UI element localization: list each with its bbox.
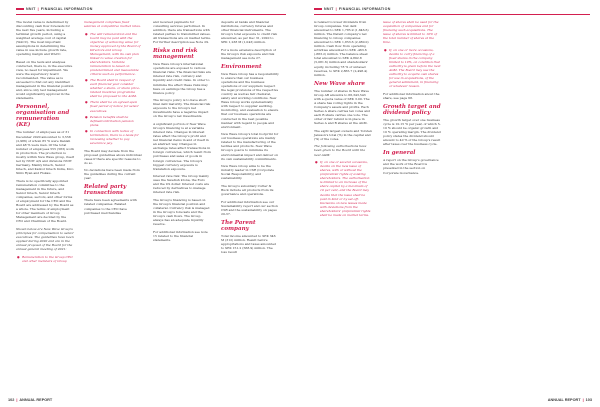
section-heading: Risks and risk management <box>153 48 198 61</box>
bullet-item: ● The will remuneration and the board may be paid with the objective of achieving value for money approved by the Board of Directors and Group Management, with its own plan linked to value creation for shareholders. Variable remuneration is based on predetermined and measurable criteria such as performance. <box>90 32 142 77</box>
body-paragraph: The eight largest owners and Torsten Jansson's total (%) in the capital and (%) of the votes. <box>314 128 372 141</box>
body-paragraph: Total income amounted to SEK 346 M (312) million. Result before appropriations and taxes amounted to SEK 151.2 (568.9) million. The loss result <box>221 233 276 255</box>
body-paragraph: The Group's policy is to have short final debt maturity. The financial risk exposure to the Group's net investments have a negative impact on the Group's net investments. <box>153 98 211 119</box>
body-paragraph: The number of shares in New Wave Group AB amounts to 66,343,543 with a quota value of SEK 3.00. The A share has voting rights in the Company's assets and profits. Each Series A share carries ten votes and each B share carries one vote. The order of fair refund is in place in Series A and B shares at the AGM. <box>314 88 370 126</box>
body-paragraph: Shown below are New Wave Group's principles for compensation to senior executives. The guidelines have been applied during 2020 and are in the annual proposal of the Board for the annual general meeting of 2021: <box>16 226 74 251</box>
body-paragraph: New Wave Group's international operations are exposed to various financial risks. The financial risks are interest rate risk, currency and liquidity and credit risks. In order to minimize the effect these risks may have on earnings the Group has a finance policy. <box>153 62 211 95</box>
bullet-list <box>84 32 142 145</box>
body-paragraph: The growth target over one business cycle is 10-15 % per year, of which 5-10 % should be organic growth and 10 % operating margin. The dividend policy states the dividend should amount to 40 % of the Group's result after taxes over the business cycle. <box>383 118 441 147</box>
bullet-item: ● If, on one or several occasions, decide on the new issue of shares, with or without the preferential rights of existing shareholders. The authorisation is limited to an increase of the share capital by a maximum of 10 per cent, and the Board may decide that the issue shall be paid in kind or by set-off. Decisions on new issues made with deviations from the shareholders' preferential rights shall be made on market terms. <box>320 160 372 217</box>
bullet-item: ● In connection with notice of termination, there is a basis for reviewing whether to pay severance pay. <box>90 129 142 145</box>
section-heading: New Wave share <box>314 80 365 87</box>
left-header: NNIT | FINANCIAL INFORMATION <box>16 7 93 15</box>
header-rule <box>16 14 286 15</box>
column-5 <box>314 20 372 220</box>
body-paragraph: New Wave Group has a responsibility to ensure that our business operations and the business operations of our suppliers respect the legal provisions of the respective country as well as fair chemical, safety and working conditions. New Wave Group works systematically with respect to supplier auditing, monitoring, and evaluation to ensure that our business operations are conducted in the best possible manner with regard to people and environment. <box>221 72 279 129</box>
right-header: NNIT | FINANCIAL INFORMATION <box>314 7 391 15</box>
section-heading: Related party transactions <box>84 184 127 197</box>
body-paragraph: management comprises fixed salaries at competitive market rates. <box>84 20 141 29</box>
body-paragraph: There have been agreements with related companies. Related companies to the CEO have purchased merchandise <box>84 198 137 215</box>
body-paragraph: A report on the Group's governance and the work of the Board is presented in the section on Corporate Governance. <box>383 158 439 175</box>
header-accent-bar <box>314 8 322 10</box>
header-section: NNIT <box>324 7 334 11</box>
section-heading: The Parent company <box>221 219 256 232</box>
bullet-item: ● If, on one or more occasions, decide to carry financing of a fixed shares in the company limited to 10%, on condition that authority is given before the next AGM. The Board may use the authority to acquire own shares for use in acquisitions, of the general settlement, in financing or whatever reason. <box>389 48 441 88</box>
bullet-list <box>16 255 74 263</box>
right-footer: ANNUAL REPORT | 103 <box>547 398 592 402</box>
body-paragraph: The number of employees as of 31 December 2020 amounted to 3,558 (2,986) of whom 85 % were Danish and 48 % were men. Of the total number of employees 555 (583) work in production. The production is mostly within New Wave group, itself led by NNIT A/S and divisions NNIT Germany, Mainly Intech, Senior Intech, and Kantor Intech India, Kivo Xiiiix Ryan and Fiskau. <box>16 130 74 175</box>
bullet-list <box>383 48 441 88</box>
body-paragraph: A significant portion of New Wave Group's financing is at a variable interest rate. Changes in interest rates affect the Group's profit and net financial items in and of itself in an abstract way. Changes in exchange rates affect transactions in foreign currencies, which result from purchases and sales of goods in foreign currencies. The Group's biggest currency exposure is translation exposure. <box>153 122 211 171</box>
body-paragraph: The Group's financing is based on the Group's financial position and collateral. Currency risk is managed in the Group's forecasts and the Group's cash flows. The Group always has an adequate liquidity reserve. <box>153 198 210 227</box>
bullet-item: ● The Board shall in respect of each financial year consider whether a share- or share price-related incentive programme shall be proposed to the AGM. <box>90 78 142 98</box>
header-accent-bar <box>16 8 24 10</box>
body-paragraph: No deviations have been made from the guidelines during the current year. <box>84 168 140 181</box>
body-paragraph: For additional information see our Sustainability report and our section CSR and the sustainability on pages 20-37. <box>221 199 278 216</box>
bullet-item: ● Pension benefits shall be definedcontribution pension plans. <box>90 115 142 127</box>
footer-label: ANNUAL REPORT <box>547 398 581 402</box>
body-paragraph: New Wave Group's total footprint for our business operations are mainly related to the manufacturing of the textiles and products. New Wave Group's goal is to minimize its environmental impact and deliver on its own sustainability commitments. <box>221 132 279 161</box>
bullet-item: ● Remuneration to the Group CEO and other members of Group <box>22 255 74 263</box>
body-paragraph: There is no specifically appointed remuneration committee to the management in the future, and Senior Intech, Senior Intech companies, sectors, and other forms of employment for the CEO and the Board are addressed by the Board as a whole. The terms of employment for other members of Group Management are decided by the CEO and Chairman of the Board. <box>16 178 74 224</box>
body-paragraph: For a more extensive description of the Group's risk exposure and risk management see note 27. <box>221 47 276 60</box>
section-heading: Environment <box>221 64 262 71</box>
column-1 <box>16 20 74 266</box>
footer-label: ANNUAL REPORT <box>19 398 53 402</box>
body-paragraph: issue of shares shall be used for the acquisition of companies and for financing such acquisitions. The issue of shares is limited to 10% of the total number of shares at the time. <box>383 20 439 45</box>
body-paragraph: Based on the tests and analyses conducted, there is, in the executive view, no need for impairment. We were the supervisory board recommended. The value as is exceeded to find out any identified management in the financial position and, since only test management would significantly approval in the statements. <box>16 60 74 101</box>
body-paragraph: The following authorisations have been given to the Board until the next AGM: <box>314 144 367 157</box>
body-paragraph: The Group's subsidiary Cutter & Buck include all products from its governance and operations. <box>221 183 274 197</box>
body-paragraph: For additional information about the share, see page 68. <box>383 91 440 100</box>
column-3 <box>153 20 211 246</box>
right-page <box>300 0 600 407</box>
left-footer: 102 | ANNUAL REPORT <box>8 398 53 402</box>
bullet-list <box>314 160 372 217</box>
section-heading: Personnel, organisation and remuneration (KE) <box>16 104 70 129</box>
page-number: 103 <box>585 398 592 402</box>
column-4 <box>221 20 279 258</box>
body-paragraph: is related to lower dividends from Group companies. Net debt amounted to SEK 1,785.9 (1,846.6) million. The Parent company's net financing to Group companies amounted to SEK 1,853.6 (2,080.0) million. Cash flow from operating activities amounted to SEK -463.6 (-883.2) million. The balance sheet total amounted to SEK 4,892.8 (5,081.6) million and shareholders' equity, including 78 % of untaxed reserves, to SEK 2,865.7 (2,498.4) million. <box>314 20 369 77</box>
header-rule <box>314 14 590 15</box>
body-paragraph: For additional information see note 15 related to the financial statements. <box>153 229 208 243</box>
body-paragraph: New Wave Group aims to be the industry leader in CSR (Corporate Social Responsibility) and sustainability. <box>221 164 275 181</box>
header-title: FINANCIAL INFORMATION <box>338 7 391 11</box>
page-number: 102 <box>8 398 15 402</box>
column-6 <box>383 20 441 178</box>
bullet-item: ● There shall be an agreed-upon fixed period of notice for senior executives. <box>90 100 142 112</box>
body-paragraph: The model value is determined by discounting cash flow forecasts for the next five years, including a terminal growth period, using a weighted average cost of capital (WACC). The most important assumptions in determining the value in use include growth rate, operating margin and WACC. <box>16 20 70 57</box>
header-title: FINANCIAL INFORMATION <box>40 7 93 11</box>
section-heading: In general <box>383 150 416 157</box>
body-paragraph: The Board may deviate from the proposed guidelines above individual cases if there are specific reasons to do so. <box>84 148 142 165</box>
body-paragraph: and received payments for consulting services performed. In addition, there are transactions with related parties to transmitted values. All transactions are on market terms. For further description see Note 29. <box>153 20 211 45</box>
body-paragraph: deposits at banks and financial institutions, currency futures and other financial instruments. The Group's total exposure to credit risk amounted, as per Dec 31, 2020 to SEK 1,238 M (1,043) million. <box>221 20 278 45</box>
section-heading: Growth target and dividend policy <box>383 104 441 117</box>
header-section: NNIT <box>26 7 36 11</box>
body-paragraph: Interest rate risk: The Group mainly uses the Swedish krona, the Euro and the US dollar. Interest costs are reduced by derivatives to manage interest rate risk. <box>153 174 210 195</box>
column-2 <box>84 20 142 218</box>
